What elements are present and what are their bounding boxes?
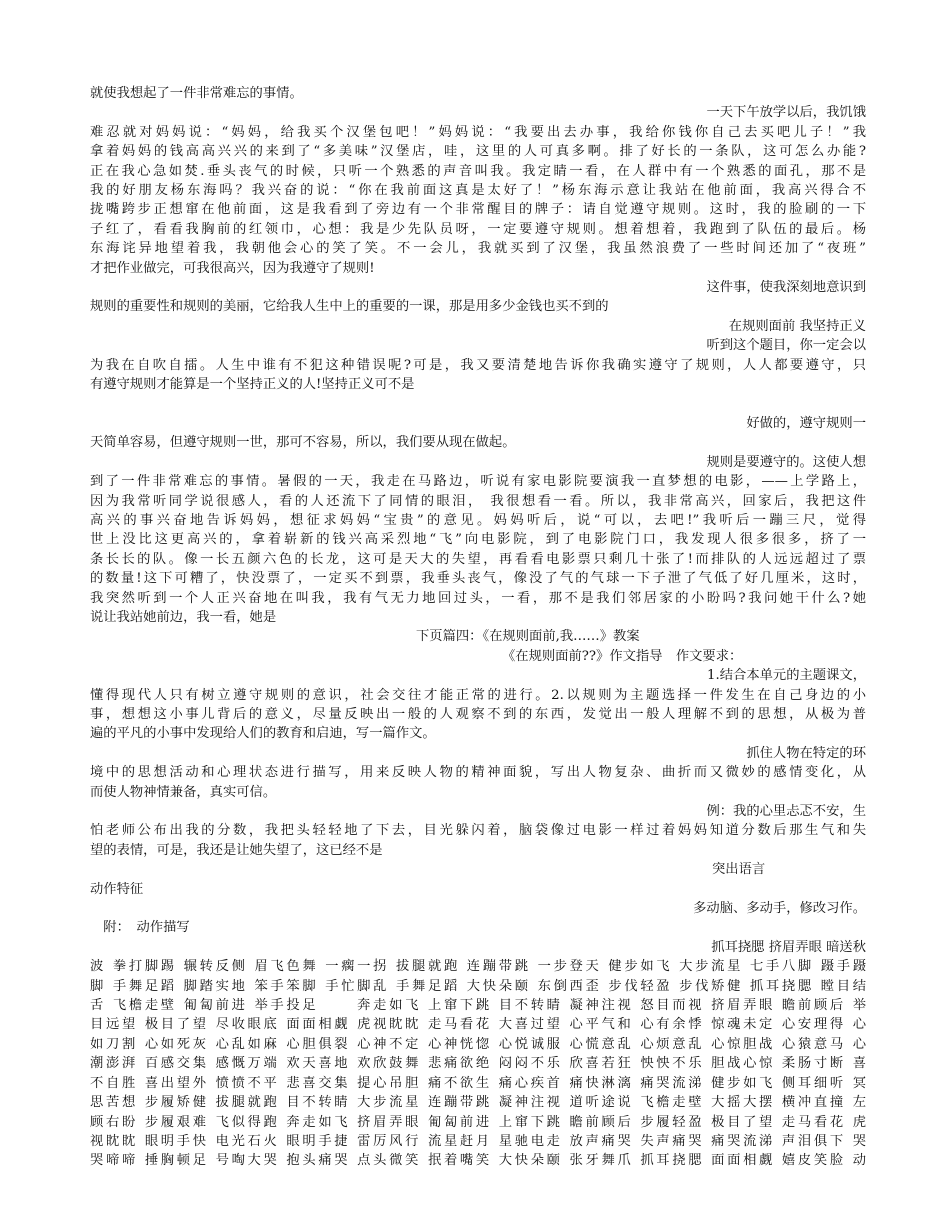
text-line: 的数量!这下可糟了，快没票了，一定买不到票，我垂头丧气，像没了气的气球一下子泄了气低了好几厘米，这时， — [90, 571, 866, 587]
text-line: 例：我的心里忐忑不安，生 — [706, 804, 866, 820]
text-line: 有遵守规则才能算是一个坚持正义的人!坚持正义可不是 — [90, 377, 415, 393]
text-line: 动作特征 — [90, 881, 144, 897]
text-line: 怕老师公布出我的分数，我把头轻轻地了下去，目光躲闪着，脑袋像过电影一样过着妈妈知道分数后那生气和失 — [90, 823, 866, 839]
text-line: 在规则面前 我坚持正义 — [728, 318, 866, 334]
text-line: 抓住人物在特定的环 — [746, 745, 866, 761]
text-line: 拿着妈妈的钱高高兴兴的来到了“多美味”汉堡店，哇，这里的人可真多啊。排了好长的一条队，这可怎么办能? — [90, 144, 866, 160]
text-line: 高兴的事兴奋地告诉妈妈，想征求妈妈“宝贵”的意见。妈妈听后，说“可以，去吧!”我听后一蹦三尺，觉得 — [90, 512, 866, 528]
text-line: 为我在自吹自擂。人生中谁有不犯这种错误呢?可是，我又要清楚地告诉你我确实遵守了规则，人人都要遵守，只 — [90, 357, 866, 373]
text-line: 天简单容易，但遵守规则一世，那可不容易，所以，我们要从现在做起。 — [90, 435, 516, 451]
text-line: 到了一件非常难忘的事情。暑假的一天，我走在马路边，听说有家电影院要演我一直梦想的电影，——上学路上， — [90, 474, 866, 490]
text-line: 波 拳打脚踢 辗转反侧 眉飞色舞 一瘸一拐 拔腿就跑 连蹦带跳 一步登天 健步如飞 大步流星 七手八脚 蹑手蹑 — [90, 959, 866, 975]
text-line: 突出语言 — [712, 862, 766, 878]
text-line: 因为我常听同学说很感人，看的人还流下了同情的眼泪， 我很想看一看。所以，我非常高兴，回家后，我把这件 — [90, 493, 866, 509]
text-line: 正在我心急如焚.垂头丧气的时候，只听一个熟悉的声音叫我。我定睛一看，在人群中有一个熟悉的面孔，那不是 — [90, 163, 866, 179]
text-line: 视眈眈 眼明手快 电光石火 眼明手捷 雷厉风行 流星赶月 星驰电走 放声痛哭 失声痛哭 痛哭流涕 声泪俱下 哭 — [90, 1133, 866, 1149]
document-page — [90, 84, 866, 1171]
text-line: 抓耳挠腮 挤眉弄眼 暗送秋 — [711, 939, 866, 955]
text-line: 子红了，看看我胸前的红领巾，心想：我是少先队员呀，一定要遵守规则。想着想着，我跑到了队伍的最后。杨 — [90, 221, 866, 237]
text-line: 思苦想 步履矫健 拔腿就跑 目不转睛 大步流星 连蹦带跳 凝神注视 道听途说 飞檐走壁 大摇大摆 横冲直撞 左 — [90, 1095, 866, 1111]
text-line: 这件事，使我深刻地意识到 — [706, 280, 866, 296]
text-line: 事，想想这小事儿背后的意义，尽量反映出一般的人观察不到的东西，发觉出一般人理解不到的思想，从极为普 — [90, 706, 866, 722]
text-line: 不自胜 喜出望外 愤愤不平 悲喜交集 提心吊胆 痛不欲生 痛心疾首 痛快淋漓 痛哭流涕 健步如飞 侧耳细听 冥 — [90, 1075, 866, 1091]
text-line: 难忍就对妈妈说：“妈妈，给我买个汉堡包吧！”妈妈说：“我要出去办事，我给你钱你自己去买吧儿子！”我 — [90, 124, 866, 140]
text-line: 东海诧异地望着我，我朝他会心的笑了笑。不一会儿，我就买到了汉堡，我虽然浪费了一些时间还加了“夜班” — [90, 241, 866, 257]
text-line: 哭啼啼 捶胸顿足 号啕大哭 抱头痛哭 点头微笑 抿着嘴笑 大快朵颐 张牙舞爪 抓耳挠腮 面面相觑 嬉皮笑脸 动 — [90, 1153, 866, 1169]
text-line: 好做的，遵守规则一 — [746, 415, 866, 431]
text-line: 望的表情，可是，我还是让她失望了，这已经不是 — [90, 842, 383, 858]
text-line: 下页篇四：《在规则面前,我……》教案 — [416, 629, 640, 645]
text-line: 脚 手舞足蹈 脚踏实地 笨手笨脚 手忙脚乱 手舞足蹈 大快朵颐 东倒西歪 步伐轻盈 步伐矫健 抓耳挠腮 瞠目结 — [90, 978, 866, 994]
text-line: 规则是要遵守的。这使人想 — [706, 454, 866, 470]
text-line: 一天下午放学以后，我饥饿 — [706, 105, 866, 121]
text-line: 才把作业做完，可我很高兴，因为我遵守了规则! — [90, 260, 375, 276]
text-line: 就使我想起了一件非常难忘的事情。 — [90, 86, 303, 101]
text-line: 我突然听到一个人正兴奋地在叫我，我有气无力地回过头，一看，那不是我们邻居家的小盼吗?我问她干什么?她 — [90, 590, 866, 606]
text-line: 条长长的队。像一长五颜六色的长龙，这可是天大的失望，再看看电影票只剩几十张了!而排队的人远远超过了票 — [90, 551, 866, 567]
text-line: 舌 飞檐走壁 匍匐前进 举手投足 奔走如飞 上窜下跳 目不转睛 凝神注视 怒目而视 挤眉弄眼 瞻前顾后 举 — [90, 998, 866, 1014]
text-line: 听到这个题目，你一定会以 — [706, 338, 866, 354]
text-line: 《在规则面前??》作文指导 作文要求： — [502, 648, 743, 664]
text-line: 附： 动作描写 — [90, 920, 190, 936]
text-line: 世上没比这更高兴的，拿着崭新的钱兴高采烈地“飞”向电影院，到了电影院门口，我发现人很多很多，挤了一 — [90, 532, 866, 548]
text-line: 潮澎湃 百感交集 感慨万端 欢天喜地 欢欣鼓舞 悲痛欲绝 闷闷不乐 欣喜若狂 怏怏不乐 胆战心惊 柔肠寸断 喜 — [90, 1056, 866, 1072]
text-line: 规则的重要性和规则的美丽，它给我人生中上的重要的一课，那是用多少金钱也买不到的 — [90, 299, 609, 315]
text-line: 拢嘴跨步正想窜在他前面，这是我看到了旁边有一个非常醒目的牌子：请自觉遵守规则。这时，我的脸刷的一下 — [90, 202, 866, 218]
text-line: 懂得现代人只有树立遵守规则的意识，社会交往才能正常的进行。2.以规则为主题选择一件发生在自己身边的小 — [90, 687, 866, 703]
text-line: 1.结合本单元的主题课文， — [707, 668, 866, 684]
text-line — [90, 395, 866, 414]
text-line: 如刀割 心如死灰 心乱如麻 心胆俱裂 心神不定 心神恍惚 心悦诚服 心慌意乱 心烦意乱 心惊胆战 心猿意马 心 — [90, 1036, 866, 1052]
text-line: 我的好朋友杨东海吗？我兴奋的说：“你在我前面这真是太好了！”杨东海示意让我站在他前面，我高兴得合不 — [90, 183, 866, 199]
text-line: 说让我站她前边，我一看，她是 — [90, 609, 277, 625]
text-line: 境中的思想活动和心理状态进行描写，用来反映人物的精神面貌，写出人物复杂、曲折而又微妙的感情变化，从 — [90, 765, 866, 781]
text-line: 目远望 极目了望 尽收眼底 面面相觑 虎视眈眈 走马看花 大喜过望 心平气和 心有余悸 惊魂未定 心安理得 心 — [90, 1017, 866, 1033]
text-line: 遍的平凡的小事中发现给人们的教育和启迪，写一篇作文。 — [90, 726, 436, 742]
text-line: 顾右盼 步履艰难 飞似得跑 奔走如飞 挤眉弄眼 匍匐前进 上窜下跳 瞻前顾后 步履轻盈 极目了望 走马看花 虎 — [90, 1114, 866, 1130]
text-line: 多动脑、多动手，修改习作。 — [693, 901, 866, 917]
text-line: 而使人物神情兼备，真实可信。 — [90, 784, 277, 800]
